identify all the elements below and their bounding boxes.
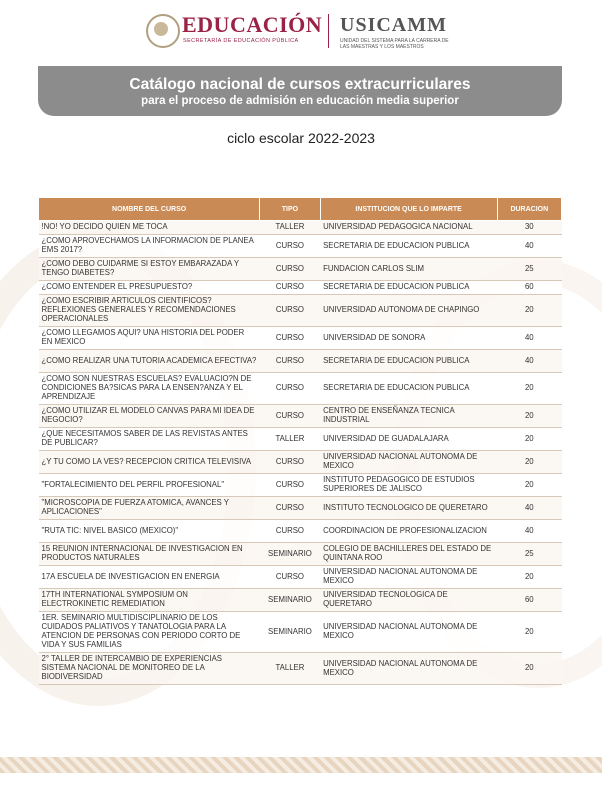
title-banner xyxy=(38,66,562,116)
table-row xyxy=(39,235,562,258)
table-header-row xyxy=(39,198,562,221)
course-type-cell: CURSO xyxy=(260,520,320,543)
institution-cell: UNIVERSIDAD DE GUADALAJARA xyxy=(320,428,497,451)
duration-cell: 20 xyxy=(497,428,561,451)
header-type: TIPO xyxy=(260,198,320,221)
footer-pattern xyxy=(0,757,602,773)
table-row xyxy=(39,474,562,497)
duration-cell: 20 xyxy=(497,653,561,685)
course-type-cell: CURSO xyxy=(260,350,320,373)
table-row xyxy=(39,295,562,327)
duration-cell: 60 xyxy=(497,281,561,295)
institution-cell: UNIVERSIDAD NACIONAL AUTONOMA DE MEXICO xyxy=(320,653,497,685)
course-type-cell: CURSO xyxy=(260,497,320,520)
duration-cell: 25 xyxy=(497,543,561,566)
institution-cell: UNIVERSIDAD DE SONORA xyxy=(320,327,497,350)
course-name-cell: ¿COMO DEBO CUIDARME SI ESTOY EMBARAZADA Y TENGO DIABETES? xyxy=(39,258,260,281)
school-cycle: ciclo escolar 2022-2023 xyxy=(227,130,375,146)
course-name-cell: ¿Y TU COMO LA VES? RECEPCION CRITICA TELEVISIVA xyxy=(39,451,260,474)
institution-cell: COORDINACION DE PROFESIONALIZACION xyxy=(320,520,497,543)
course-name-cell: ¿COMO SON NUESTRAS ESCUELAS? EVALUACIO?N DE CONDICIONES BA?SICAS PARA LA ENSEN?ANZA Y EL APRENDIZAJE xyxy=(39,373,260,405)
institution-cell: UNIVERSIDAD PEDAGOGICA NACIONAL xyxy=(320,221,497,235)
courses-table xyxy=(38,197,562,685)
duration-cell: 25 xyxy=(497,258,561,281)
course-name-cell: 1ER. SEMINARIO MULTIDISCIPLINARIO DE LOS CUIDADOS PALIATIVOS Y TANATOLOGIA PARA LA ATENCION DE PERSONAS CON PERIODO CORTO DE VIDA Y SUS FAMILIAS xyxy=(39,612,260,653)
national-seal-icon xyxy=(146,14,180,48)
duration-cell: 20 xyxy=(497,405,561,428)
institution-cell: SECRETARIA DE EDUCACION PUBLICA xyxy=(320,281,497,295)
institution-cell: CENTRO DE ENSEÑANZA TECNICA INDUSTRIAL xyxy=(320,405,497,428)
course-type-cell: SEMINARIO xyxy=(260,589,320,612)
course-name-cell: "FORTALECIMIENTO DEL PERFIL PROFESIONAL" xyxy=(39,474,260,497)
course-type-cell: CURSO xyxy=(260,327,320,350)
duration-cell: 20 xyxy=(497,474,561,497)
usicamm-logo-title: USICAMM xyxy=(340,14,447,36)
duration-cell: 40 xyxy=(497,350,561,373)
sep-logo-title: EDUCACIÓN xyxy=(182,12,323,37)
duration-cell: 40 xyxy=(497,235,561,258)
course-name-cell: ¿COMO UTILIZAR EL MODELO CANVAS PARA MI IDEA DE NEGOCIO? xyxy=(39,405,260,428)
course-type-cell: TALLER xyxy=(260,428,320,451)
banner-title: Catálogo nacional de cursos extracurriculares xyxy=(129,76,471,93)
table-row xyxy=(39,221,562,235)
table-body xyxy=(39,221,562,685)
institution-cell: UNIVERSIDAD NACIONAL AUTONOMA DE MEXICO xyxy=(320,566,497,589)
course-type-cell: CURSO xyxy=(260,295,320,327)
table-row xyxy=(39,258,562,281)
course-type-cell: CURSO xyxy=(260,258,320,281)
course-name-cell: 15 REUNION INTERNACIONAL DE INVESTIGACION EN PRODUCTOS NATURALES xyxy=(39,543,260,566)
institution-cell: COLEGIO DE BACHILLERES DEL ESTADO DE QUINTANA ROO xyxy=(320,543,497,566)
table-row xyxy=(39,405,562,428)
course-type-cell: TALLER xyxy=(260,653,320,685)
institution-cell: UNIVERSIDAD NACIONAL AUTONOMA DE MEXICO xyxy=(320,451,497,474)
course-type-cell: CURSO xyxy=(260,373,320,405)
duration-cell: 60 xyxy=(497,589,561,612)
table-row xyxy=(39,653,562,685)
course-type-cell: CURSO xyxy=(260,281,320,295)
course-type-cell: TALLER xyxy=(260,221,320,235)
course-name-cell: 17A ESCUELA DE INVESTIGACION EN ENERGIA xyxy=(39,566,260,589)
banner-subtitle: para el proceso de admisión en educación media superior xyxy=(141,95,459,107)
course-name-cell: ¿COMO ESCRIBIR ARTICULOS CIENTIFICOS? REFLEXIONES GENERALES Y RECOMENDACIONES OPERACIONALES xyxy=(39,295,260,327)
duration-cell: 20 xyxy=(497,451,561,474)
table-row xyxy=(39,497,562,520)
table-row xyxy=(39,428,562,451)
header-course-name: NOMBRE DEL CURSO xyxy=(39,198,260,221)
logo-divider xyxy=(328,14,329,48)
duration-cell: 20 xyxy=(497,566,561,589)
table-row xyxy=(39,373,562,405)
duration-cell: 20 xyxy=(497,295,561,327)
institution-cell: UNIVERSIDAD AUTONOMA DE CHAPINGO xyxy=(320,295,497,327)
table-row xyxy=(39,543,562,566)
table-row xyxy=(39,327,562,350)
institution-cell: FUNDACION CARLOS SLIM xyxy=(320,258,497,281)
table-row xyxy=(39,612,562,653)
duration-cell: 20 xyxy=(497,612,561,653)
table-row xyxy=(39,451,562,474)
course-type-cell: SEMINARIO xyxy=(260,543,320,566)
duration-cell: 30 xyxy=(497,221,561,235)
institution-cell: INSTITUTO TECNOLOGICO DE QUERETARO xyxy=(320,497,497,520)
course-type-cell: CURSO xyxy=(260,405,320,428)
course-name-cell: ¿COMO REALIZAR UNA TUTORIA ACADEMICA EFECTIVA? xyxy=(39,350,260,373)
course-name-cell: ¿COMO APROVECHAMOS LA INFORMACION DE PLANEA EMS 2017? xyxy=(39,235,260,258)
institution-cell: SECRETARIA DE EDUCACION PUBLICA xyxy=(320,350,497,373)
table-row xyxy=(39,520,562,543)
table-row xyxy=(39,350,562,373)
duration-cell: 40 xyxy=(497,327,561,350)
course-type-cell: CURSO xyxy=(260,474,320,497)
institution-cell: INSTITUTO PEDAGOGICO DE ESTUDIOS SUPERIORES DE JALISCO xyxy=(320,474,497,497)
course-name-cell: 17TH INTERNATIONAL SYMPOSIUM ON ELECTROKINETIC REMEDIATION xyxy=(39,589,260,612)
course-name-cell: !NO! YO DECIDO QUIEN ME TOCA xyxy=(39,221,260,235)
institution-cell: SECRETARIA DE EDUCACION PUBLICA xyxy=(320,235,497,258)
institution-cell: UNIVERSIDAD NACIONAL AUTONOMA DE MEXICO xyxy=(320,612,497,653)
header-duration: DURACION xyxy=(497,198,561,221)
course-name-cell: "RUTA TIC: NIVEL BASICO (MEXICO)" xyxy=(39,520,260,543)
header-institution: INSTITUCION QUE LO IMPARTE xyxy=(320,198,497,221)
course-type-cell: CURSO xyxy=(260,451,320,474)
duration-cell: 40 xyxy=(497,497,561,520)
table-row xyxy=(39,566,562,589)
course-type-cell: SEMINARIO xyxy=(260,612,320,653)
course-type-cell: CURSO xyxy=(260,235,320,258)
duration-cell: 40 xyxy=(497,520,561,543)
course-name-cell: ¿QUE NECESITAMOS SABER DE LAS REVISTAS ANTES DE PUBLICAR? xyxy=(39,428,260,451)
usicamm-logo-subtitle: UNIDAD DEL SISTEMA PARA LA CARRERA DE LAS MAESTRAS Y LOS MAESTROS xyxy=(340,38,449,50)
page-header xyxy=(0,0,602,64)
institution-cell: SECRETARIA DE EDUCACION PUBLICA xyxy=(320,373,497,405)
course-name-cell: 2° TALLER DE INTERCAMBIO DE EXPERIENCIAS SISTEMA NACIONAL DE MONITOREO DE LA BIODIVERSIDAD xyxy=(39,653,260,685)
table-row xyxy=(39,281,562,295)
course-name-cell: ¿COMO ENTENDER EL PRESUPUESTO? xyxy=(39,281,260,295)
course-name-cell: "MICROSCOPIA DE FUERZA ATOMICA, AVANCES Y APLICACIONES" xyxy=(39,497,260,520)
sep-logo-subtitle: SECRETARÍA DE EDUCACIÓN PÚBLICA xyxy=(183,38,299,44)
course-name-cell: ¿COMO LLEGAMOS AQUI? UNA HISTORIA DEL PODER EN MEXICO xyxy=(39,327,260,350)
duration-cell: 20 xyxy=(497,373,561,405)
table-row xyxy=(39,589,562,612)
course-type-cell: CURSO xyxy=(260,566,320,589)
institution-cell: UNIVERSIDAD TECNOLOGICA DE QUERETARO xyxy=(320,589,497,612)
